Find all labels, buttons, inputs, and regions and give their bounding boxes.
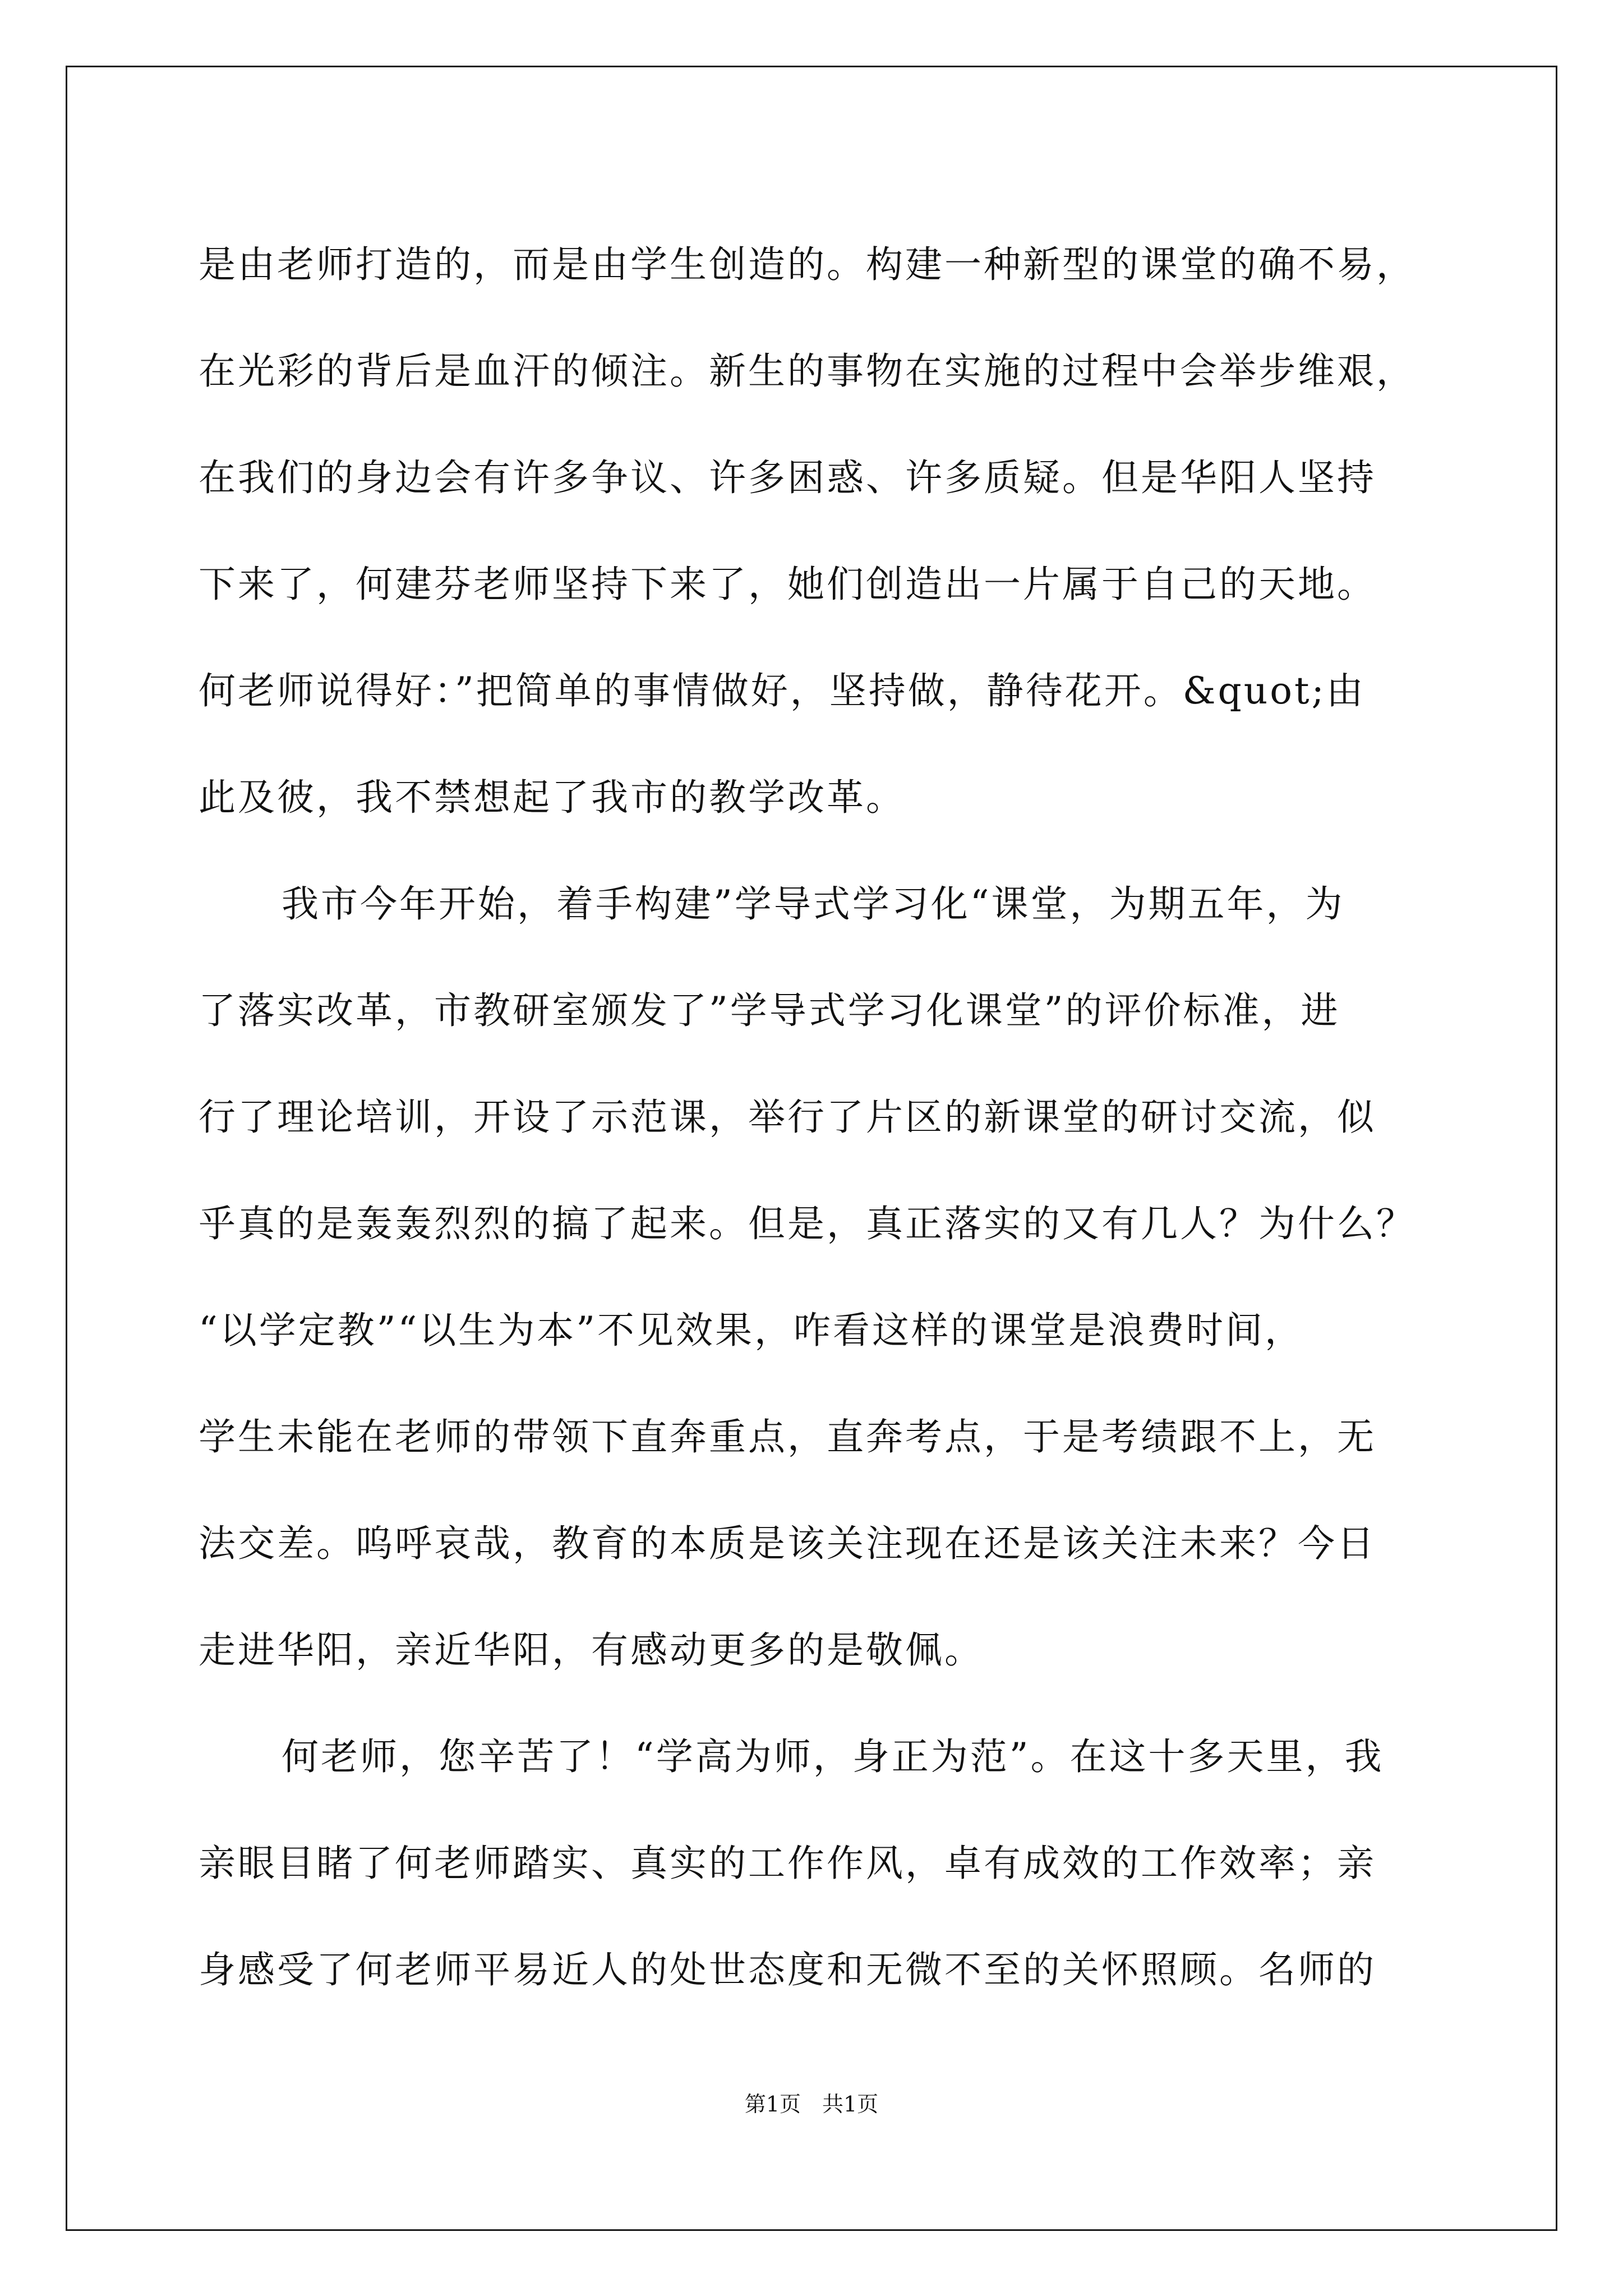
text-line: 在光彩的背后是血汗的倾注。新生的事物在实施的过程中会举步维艰， [199,349,1415,393]
text-line: 我市今年开始，着手构建”学导式学习化“课堂，为期五年，为 [282,882,1345,926]
text-line: 乎真的是轰轰烈烈的搞了起来。但是，真正落实的又有几人？为什么？ [199,1202,1415,1245]
text-line: 何老师，您辛苦了！“学高为师，身正为范”。在这十多天里，我 [282,1735,1384,1778]
text-line: 下来了，何建芬老师坚持下来了，她们创造出一片属于自己的天地。 [199,563,1376,606]
text-line: 了落实改革，市教研室颁发了”学导式学习化课堂”的评价标准，进 [199,989,1340,1032]
text-line: 是由老师打造的，而是由学生创造的。构建一种新型的课堂的确不易， [199,243,1415,286]
text-line: 身感受了何老师平易近人的处世态度和无微不至的关怀照顾。名师的 [199,1948,1376,1991]
text-line: 学生未能在老师的带领下直奔重点，直奔考点，于是考绩跟不上，无 [199,1415,1376,1458]
text-line: 何老师说得好：”把简单的事情做好，坚持做，静待花开。&quot;由 [199,669,1366,712]
text-line: 亲眼目睹了何老师踏实、真实的工作作风，卓有成效的工作效率；亲 [199,1842,1376,1885]
text-line: “以学定教”“以生为本”不见效果，咋看这样的课堂是浪费时间， [199,1309,1304,1352]
text-line: 行了理论培训，开设了示范课，举行了片区的新课堂的研讨交流，似 [199,1096,1376,1139]
text-line: 此及彼，我不禁想起了我市的教学改革。 [199,776,905,819]
text-line: 走进华阳，亲近华阳，有感动更多的是敬佩。 [199,1628,984,1672]
document-body [199,211,1455,2023]
text-line: 法交差。呜呼哀哉，教育的本质是该关注现在还是该关注未来？今日 [199,1522,1376,1565]
page-footer [0,2087,1623,2118]
page-number-label: 第1页 共1页 [744,2092,879,2116]
text-line: 在我们的身边会有许多争议、许多困惑、许多质疑。但是华阳人坚持 [199,456,1376,499]
